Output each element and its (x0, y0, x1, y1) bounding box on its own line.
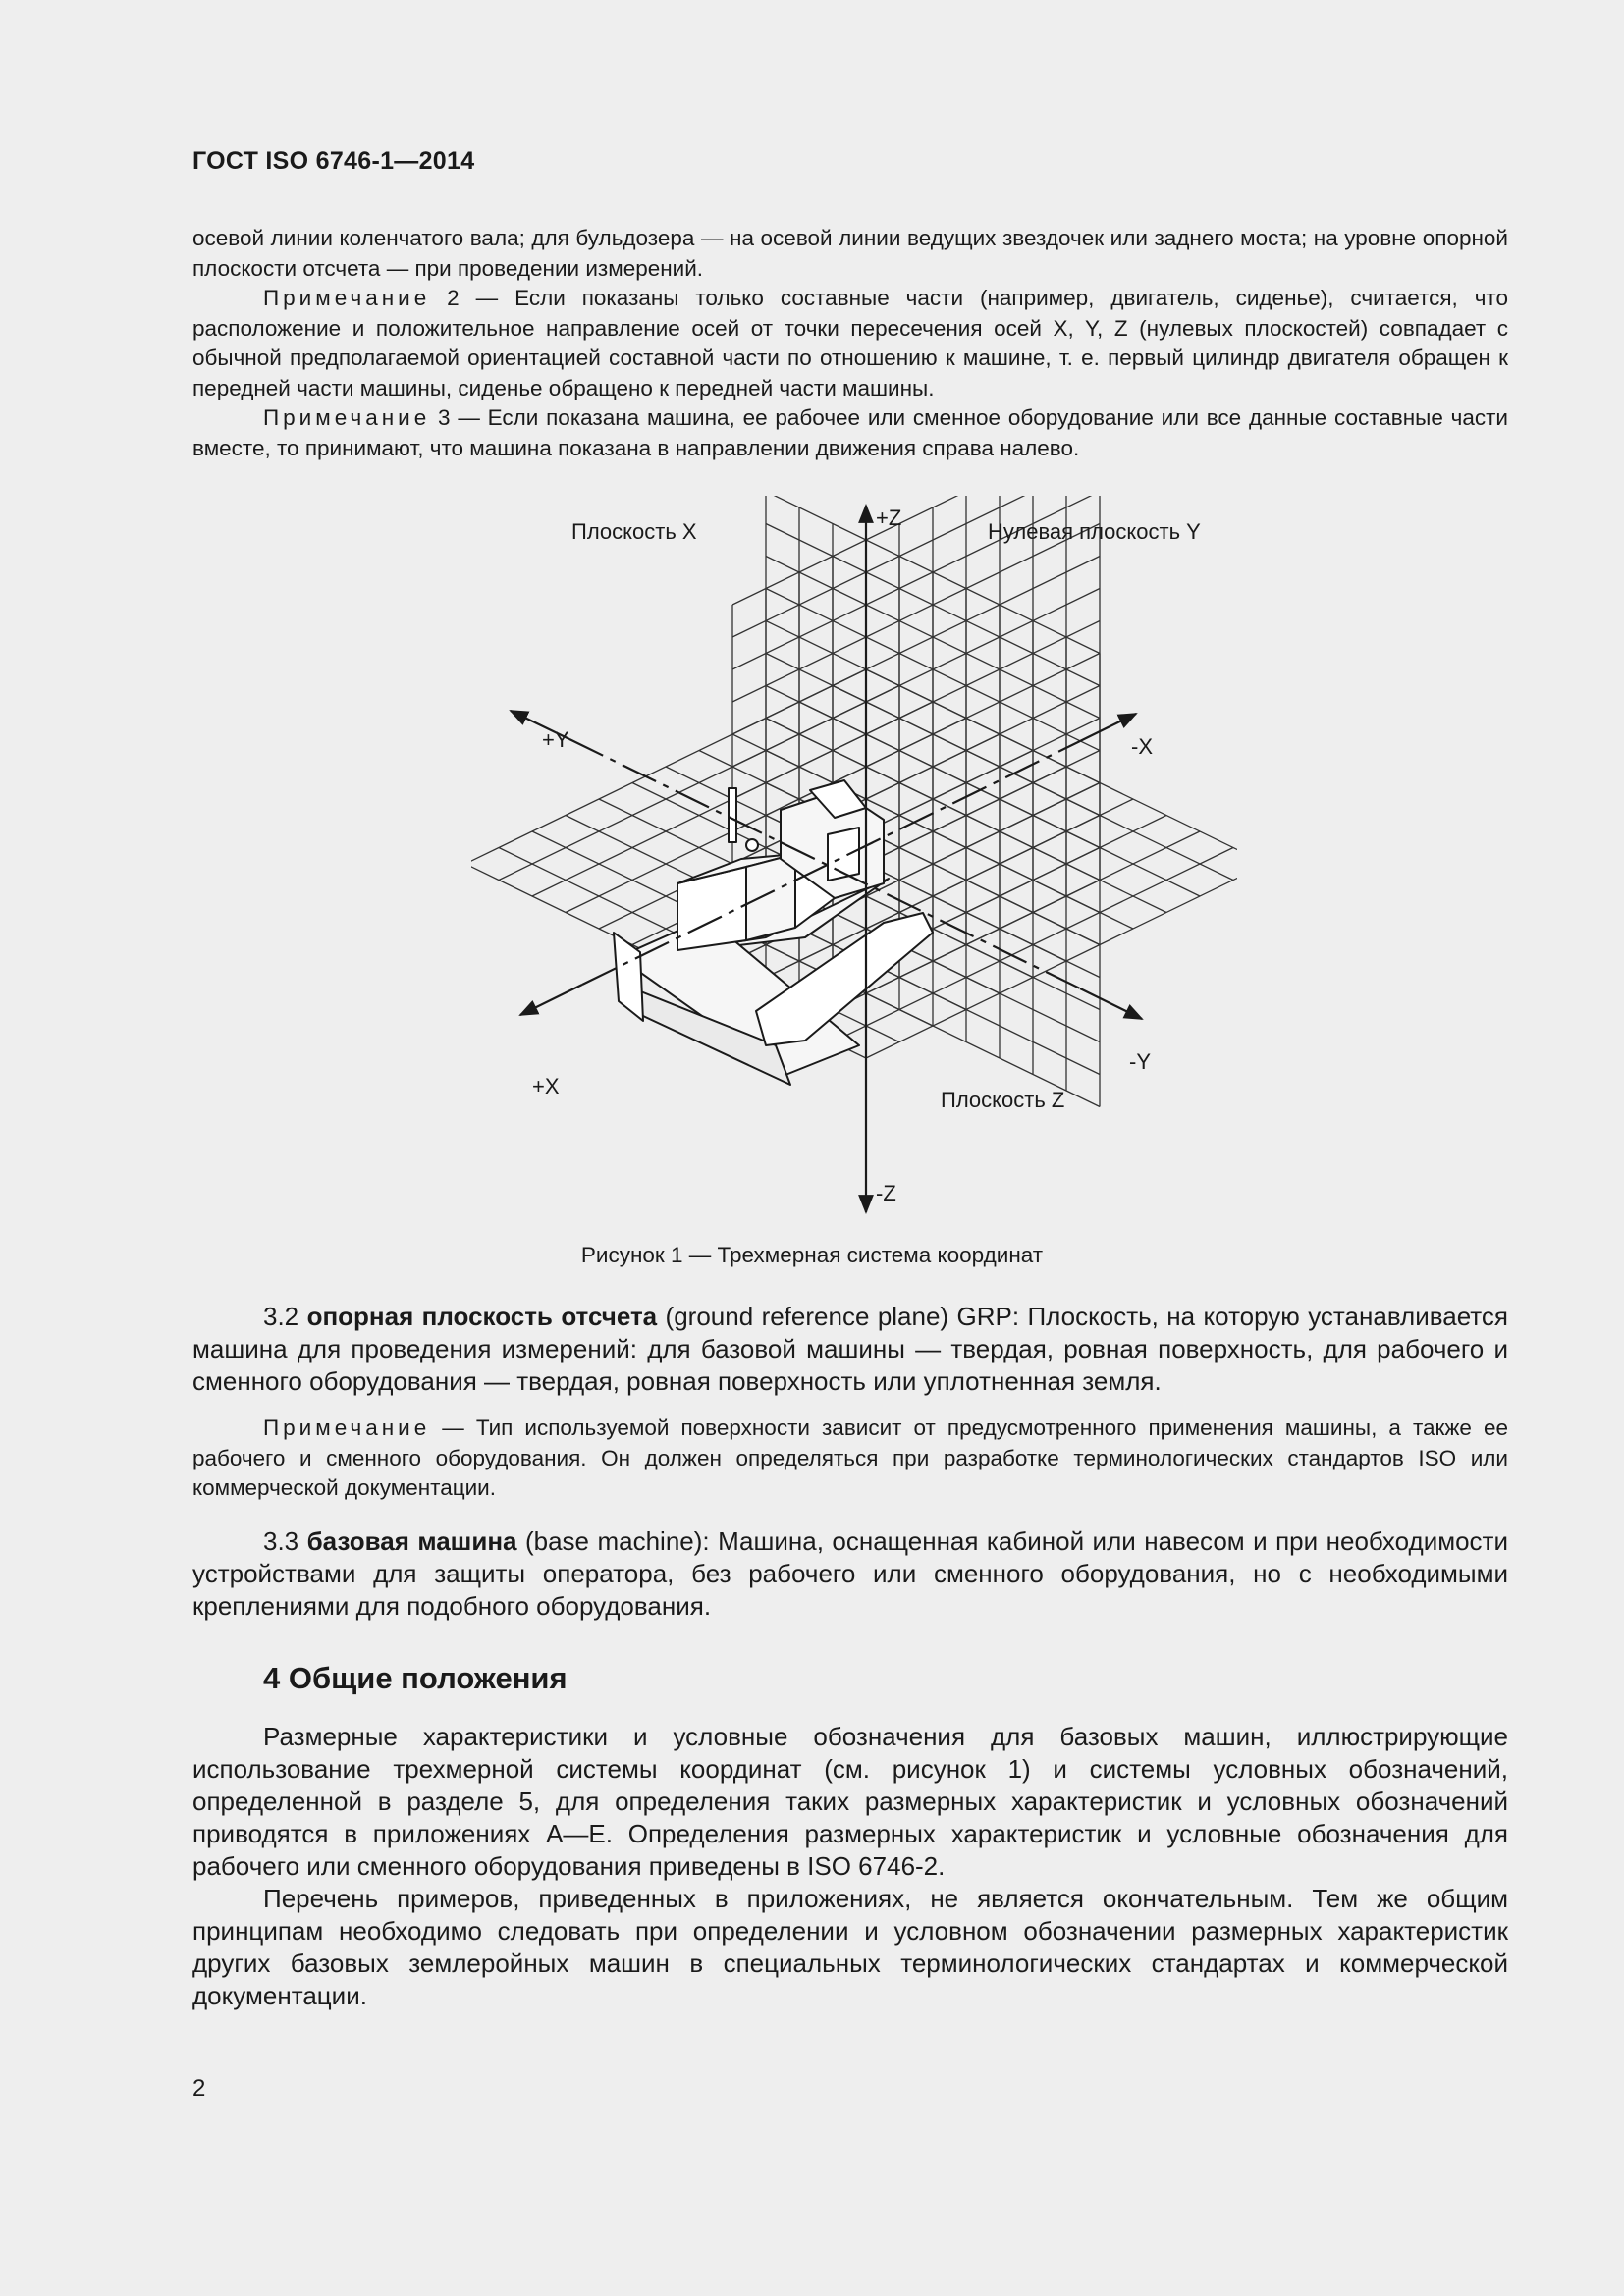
note-3-2-text: — Тип используемой поверхности зависит от предусмотренного применения машины, а также ее рабочего и сменного оборудования. Он должен определяться при разработке терминологических стандартов ISO или коммерческой документации. (192, 1415, 1508, 1500)
label-plane-y: Нулевая плоскость Y (988, 519, 1201, 544)
label-neg-z: -Z (876, 1181, 896, 1205)
document-header: ГОСТ ISO 6746-1—2014 (192, 147, 475, 175)
label-pos-z: +Z (876, 506, 902, 530)
section-4-paragraph-2: Перечень примеров, приведенных в приложениях, не является окончательным. Тем же общим принципам необходимо следовать при определении и условном обозначении размерных характеристик других базовых землеройных машин в специальных терминологических стандартах и коммерческой документации. (192, 1884, 1508, 2010)
label-pos-y: +Y (542, 727, 569, 752)
intro-paragraph: осевой линии коленчатого вала; для бульдозера — на осевой линии ведущих звездочек или заднего моста; на уровне опорной плоскости отсчета — при проведении измерений. (192, 226, 1508, 281)
intro-block (192, 224, 1508, 463)
label-plane-z: Плоскость Z (941, 1088, 1065, 1112)
coordinate-system-diagram (471, 496, 1237, 1222)
coordinate-system-figure (471, 496, 1237, 1222)
definition-3-3-number: 3.3 (263, 1526, 307, 1556)
label-neg-y: -Y (1129, 1049, 1151, 1074)
note-2 (192, 284, 1508, 403)
label-pos-x: +X (532, 1074, 560, 1098)
label-plane-x: Плоскость X (571, 519, 697, 544)
definition-3-3 (192, 1525, 1508, 1623)
section-4-title: 4 Общие положения (263, 1661, 568, 1695)
label-neg-x: -X (1131, 734, 1153, 759)
definition-3-3-text: (base machine): Машина, оснащенная кабиной или навесом и при необходимости устройствами для защиты оператора, без рабочего или сменного оборудования, но с необходимыми креплениями для подобного оборудования. (192, 1526, 1508, 1621)
definition-3-2-term: опорная плоскость отсчета (306, 1302, 658, 1331)
note-3-2-label: Примечание (263, 1415, 431, 1440)
bulldozer-drawing (614, 780, 933, 1085)
definition-3-2-text: (ground reference plane) GRP: Плоскость, на которую устанавливается машина для проведения измерений: для базовой машины — твердая, ровная поверхность, для рабочего и сменного оборудования — твердая, ровная поверхность или уплотненная земля. (192, 1302, 1508, 1396)
page-number: 2 (192, 2075, 206, 2102)
section-4-paragraph-1: Размерные характеристики и условные обозначения для базовых машин, иллюстрирующие использование трехмерной системы координат (см. рисунок 1) и системы условных обозначений, определенной в разделе 5, для определения таких размерных характеристик и условных обозначений приводятся в приложениях А—Е. Определения размерных характеристик и условные обозначения для рабочего или сменного оборудования приведены в ISO 6746-2. (192, 1722, 1508, 1881)
section-4-body (192, 1721, 1508, 2012)
definition-3-3-term: базовая машина (306, 1526, 517, 1556)
y-axis-negative-arrow (1080, 988, 1142, 1019)
note-2-label: Примечание (263, 286, 431, 310)
definition-3-2-number: 3.2 (263, 1302, 307, 1331)
note-3 (192, 403, 1508, 463)
definition-3-2 (192, 1301, 1508, 1398)
note-3-2 (192, 1414, 1508, 1504)
figure-caption: Рисунок 1 — Трехмерная система координат (580, 1243, 1044, 1267)
x-axis-positive-arrow (520, 985, 582, 1015)
note-2-text: 2 — Если показаны только составные части (например, двигатель, сиденье), считается, что расположение и положительное направление осей от точки пересечения осей X, Y, Z (нулевых плоскостей) совпадает с обычной предполагаемой ориентацией составной части по отношению к машине, т. е. первый цилиндр двигателя обращен к передней части машины, сиденье обращено к передней части машины. (192, 286, 1508, 400)
note-3-text: 3 — Если показана машина, ее рабочее или сменное оборудование или все данные составные части вместе, то принимают, что машина показана в направлении движения справа налево. (192, 405, 1508, 460)
note-3-label: Примечание (263, 405, 431, 430)
x-axis-negative-arrow (1080, 714, 1136, 741)
